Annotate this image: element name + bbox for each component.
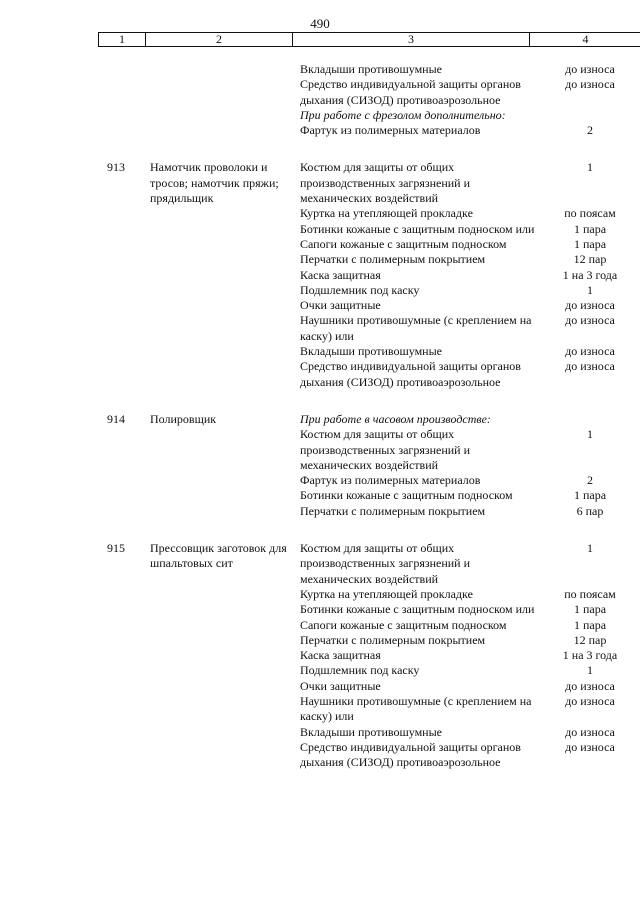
table-row xyxy=(0,541,640,587)
table-row xyxy=(0,62,640,77)
table-row xyxy=(0,648,640,663)
ppe-quantity: до износа xyxy=(565,313,615,328)
table-header xyxy=(98,32,640,47)
ppe-item: Куртка на утепляющей прокладке xyxy=(300,206,473,221)
ppe-item: Ботинки кожаные с защитным подноском или xyxy=(300,602,535,617)
ppe-item: Средство индивидуальной защиты органов дыхания (СИЗОД) противоаэрозольное xyxy=(300,77,521,107)
ppe-quantity: по поясам xyxy=(564,206,616,221)
table-row xyxy=(0,725,640,740)
ppe-item: Вкладыши противошумные xyxy=(300,62,442,76)
ppe-item: Средство индивидуальной защиты органов дыхания (СИЗОД) противоаэрозольное xyxy=(300,359,521,389)
profession-name: Прессовщик заготовок для шпальтовых сит xyxy=(150,541,287,571)
profession-number: 915 xyxy=(107,541,125,556)
profession-name: Намотчик проволоки и тросов; намотчик пряжи; прядильщик xyxy=(150,160,279,206)
ppe-quantity: до износа xyxy=(565,298,615,313)
ppe-quantity: 1 пара xyxy=(573,602,607,617)
table-section xyxy=(0,62,640,138)
ppe-item: Вкладыши противошумные xyxy=(300,724,442,739)
profession-number: 914 xyxy=(107,411,125,426)
ppe-quantity: до износа xyxy=(565,344,615,359)
section-gap xyxy=(0,138,640,160)
table-row xyxy=(0,663,640,678)
ppe-quantity: 2 xyxy=(587,473,593,488)
table-row xyxy=(0,160,640,206)
ppe-quantity: 1 на 3 года xyxy=(562,648,618,663)
ppe-quantity: до износа xyxy=(565,724,615,739)
ppe-item: Перчатки с полимерным покрытием xyxy=(300,632,486,647)
table-section xyxy=(0,412,640,519)
ppe-quantity: 1 xyxy=(587,427,593,442)
table-row xyxy=(0,618,640,633)
table-row xyxy=(0,206,640,221)
table-row xyxy=(0,694,640,725)
ppe-quantity: 2 xyxy=(587,123,593,138)
ppe-quantity: до износа xyxy=(565,62,615,76)
condition-note: При работе с фрезолом дополнительно: xyxy=(300,107,506,122)
ppe-item: Фартук из полимерных материалов xyxy=(300,123,481,138)
header-col-4: 4 xyxy=(582,32,589,46)
table-row xyxy=(0,473,640,488)
table-section xyxy=(0,160,640,389)
ppe-item: Фартук из полимерных материалов xyxy=(300,473,481,488)
table-row xyxy=(0,222,640,237)
ppe-quantity: 6 пар xyxy=(576,503,604,518)
table-row xyxy=(0,504,640,519)
table-row xyxy=(0,679,640,694)
ppe-item: Каска защитная xyxy=(300,267,381,282)
profession-name: Полировщик xyxy=(150,411,217,426)
ppe-item: Очки защитные xyxy=(300,678,381,693)
table-row xyxy=(0,313,640,344)
section-gap xyxy=(0,390,640,412)
table-row xyxy=(0,123,640,138)
table-row xyxy=(0,412,640,427)
ppe-quantity: по поясам xyxy=(564,586,616,601)
table-row xyxy=(0,108,640,123)
ppe-item: Подшлемник под каску xyxy=(300,282,420,297)
ppe-quantity: 1 пара xyxy=(573,488,607,503)
ppe-item: Ботинки кожаные с защитным подноском или xyxy=(300,221,535,236)
ppe-quantity: до износа xyxy=(565,77,615,92)
table-section xyxy=(0,541,640,770)
table-row xyxy=(0,359,640,390)
ppe-item: Вкладыши противошумные xyxy=(300,344,442,359)
ppe-quantity: 1 xyxy=(587,541,593,556)
ppe-item: Костюм для защиты от общих производственных загрязнений и механических воздействий xyxy=(300,427,471,472)
ppe-quantity: до износа xyxy=(565,359,615,374)
ppe-quantity: 12 пар xyxy=(573,632,607,647)
header-col-2: 2 xyxy=(146,33,293,46)
condition-note: При работе в часовом производстве: xyxy=(300,411,491,426)
ppe-item: Перчатки с полимерным покрытием xyxy=(300,503,486,518)
ppe-item: Ботинки кожаные с защитным подноском xyxy=(300,488,513,503)
ppe-quantity: до износа xyxy=(565,739,615,754)
ppe-quantity: 1 на 3 года xyxy=(562,267,618,282)
ppe-item: Сапоги кожаные с защитным подноском xyxy=(300,236,507,251)
ppe-quantity: 1 xyxy=(587,282,593,297)
ppe-quantity: 1 xyxy=(587,160,593,175)
ppe-item: Средство индивидуальной защиты органов дыхания (СИЗОД) противоаэрозольное xyxy=(300,739,521,770)
table-row xyxy=(0,237,640,252)
section-gap xyxy=(0,519,640,541)
ppe-quantity: 1 пара xyxy=(573,221,607,236)
table-row xyxy=(0,77,640,108)
ppe-quantity: 1 пара xyxy=(573,617,607,632)
ppe-quantity: 1 пара xyxy=(573,236,607,251)
page-number: 490 xyxy=(310,16,330,31)
table-row xyxy=(0,252,640,267)
ppe-item: Наушники противошумные (с креплением на каску) или xyxy=(300,693,532,724)
table-row xyxy=(0,587,640,602)
ppe-quantity: до износа xyxy=(565,678,615,693)
ppe-item: Куртка на утепляющей прокладке xyxy=(300,586,473,601)
ppe-item: Костюм для защиты от общих производственных загрязнений и механических воздействий xyxy=(300,541,471,586)
table-row xyxy=(0,602,640,617)
ppe-item: Подшлемник под каску xyxy=(300,663,420,678)
table-row xyxy=(0,488,640,503)
table-body xyxy=(0,62,640,770)
header-col-3: 3 xyxy=(293,33,530,46)
table-row xyxy=(0,344,640,359)
ppe-quantity: до износа xyxy=(565,693,615,708)
table-row xyxy=(0,283,640,298)
table-row xyxy=(0,268,640,283)
ppe-item: Перчатки с полимерным покрытием xyxy=(300,252,486,267)
table-row xyxy=(0,633,640,648)
ppe-item: Сапоги кожаные с защитным подноском xyxy=(300,617,507,632)
ppe-item: Очки защитные xyxy=(300,298,381,313)
profession-number: 913 xyxy=(107,160,125,175)
ppe-item: Костюм для защиты от общих производственных загрязнений и механических воздействий xyxy=(300,160,471,206)
ppe-item: Наушники противошумные (с креплением на каску) или xyxy=(300,313,532,343)
table-row xyxy=(0,740,640,771)
header-col-1: 1 xyxy=(99,33,146,46)
table-row xyxy=(0,298,640,313)
ppe-quantity: 12 пар xyxy=(573,252,607,267)
ppe-quantity: 1 xyxy=(587,663,593,678)
ppe-item: Каска защитная xyxy=(300,648,381,663)
table-row xyxy=(0,427,640,473)
